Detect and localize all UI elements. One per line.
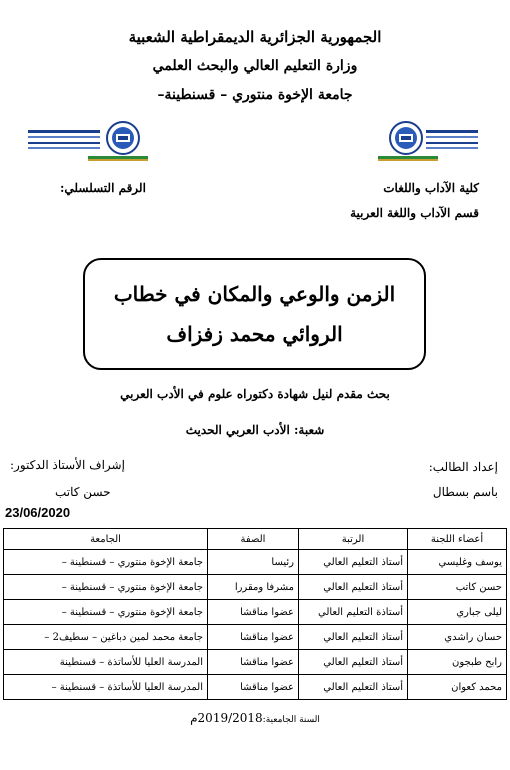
member-university: المدرسة العليا للأساتذة – قسنطينة (4, 650, 208, 675)
table-row (4, 675, 507, 700)
member-rank: أستاذ التعليم العالي (299, 550, 408, 575)
member-university: جامعة الإخوة منتوري – قسنطينة – (4, 600, 208, 625)
member-name: حسان راشدي (408, 625, 507, 650)
member-university: جامعة الإخوة منتوري – قسنطينة – (4, 550, 208, 575)
university-logo-right (378, 120, 480, 164)
member-rank: أستاذ التعليم العالي (299, 625, 408, 650)
column-header-rank: الرتبة (299, 529, 408, 550)
member-name: يوسف وغليسي (408, 550, 507, 575)
academic-year (0, 711, 510, 725)
logo-emblem-icon (107, 122, 139, 154)
table-row (4, 650, 507, 675)
student-name: باسم بسطال (432, 485, 498, 499)
member-university: جامعة محمد لمين دباغين – سطيف2 – (4, 625, 208, 650)
table-row (4, 550, 507, 575)
member-role: عضوا مناقشا (208, 600, 299, 625)
member-name: رابح طبجون (408, 650, 507, 675)
department-name: قسم الآداب واللغة العربية (350, 206, 479, 220)
supervisor-name: حسن كاتب (55, 485, 111, 499)
serial-number-label: الرقم التسلسلي: (60, 181, 146, 195)
column-header-university: الجامعة (4, 529, 208, 550)
republic-heading: الجمهورية الجزائرية الديمقراطية الشعبية (128, 28, 382, 46)
member-rank: أستاذة التعليم العالي (299, 600, 408, 625)
academic-year-label: السنة الجامعية: (262, 715, 320, 725)
ministry-heading: وزارة التعليم العالي والبحث العلمي (152, 58, 358, 74)
member-rank: أستاذ التعليم العالي (299, 650, 408, 675)
thesis-title-box (83, 258, 426, 370)
member-role: عضوا مناقشا (208, 650, 299, 675)
member-university: جامعة الإخوة منتوري – قسنطينة – (4, 575, 208, 600)
university-logo-left (28, 120, 98, 164)
member-role: عضوا مناقشا (208, 675, 299, 700)
column-header-role: الصفة (208, 529, 299, 550)
defense-date: 23/06/2020 (5, 505, 71, 520)
member-university: المدرسة العليا للأساتذة – قسنطينة – (4, 675, 208, 700)
thesis-title-line1: الزمن والوعي والمكان في خطاب (113, 282, 396, 306)
supervisor-label: إشراف الأستاذ الدكتور: (10, 458, 125, 472)
university-heading: جامعة الإخوة منتوري – قسنطينة– (157, 87, 353, 103)
degree-statement: بحث مقدم لنيل شهادة دكتوراه علوم في الأدب العربي (120, 387, 390, 401)
member-rank: أستاذ التعليم العالي (299, 575, 408, 600)
academic-year-value: 2019/2018م (190, 711, 263, 725)
committee-header-row (4, 529, 507, 550)
member-role: مشرفا ومقررا (208, 575, 299, 600)
member-role: رئيسا (208, 550, 299, 575)
committee-table (3, 528, 507, 700)
faculty-name: كلية الآداب واللغات (383, 181, 479, 195)
member-name: ليلى جباري (408, 600, 507, 625)
logo-emblem-icon (390, 122, 422, 154)
member-role: عضوا مناقشا (208, 625, 299, 650)
member-name: محمد كعوان (408, 675, 507, 700)
table-row (4, 625, 507, 650)
table-row (4, 575, 507, 600)
thesis-title-line2: الروائي محمد زفزاف (166, 322, 343, 346)
branch-statement: شعبة: الأدب العربي الحديث (185, 423, 325, 437)
prepared-by-label: إعداد الطالب: (428, 460, 498, 474)
member-rank: أستاذ التعليم العالي (299, 675, 408, 700)
table-row (4, 600, 507, 625)
column-header-members: أعضاء اللجنة (408, 529, 507, 550)
member-name: حسن كاتب (408, 575, 507, 600)
